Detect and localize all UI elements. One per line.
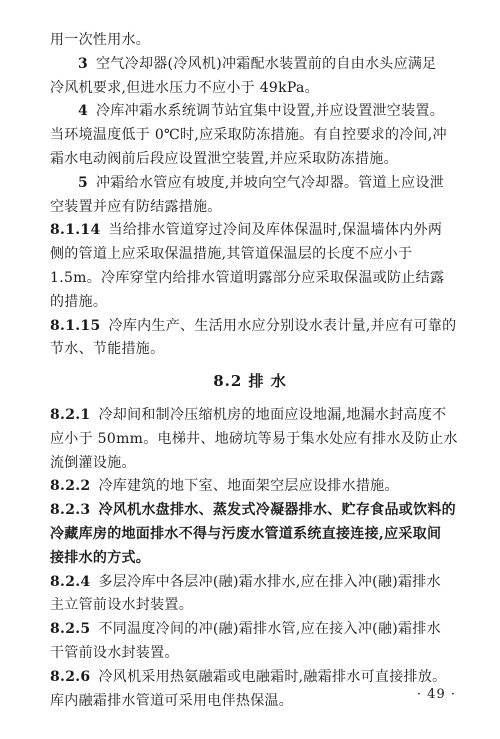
item-3-line-1	[78, 54, 460, 74]
text-line: 侧的管道上应采取保温措施,其管道保温层的长度不应小于	[50, 246, 413, 263]
text-segment: 冷库冲霜水系统调节站宜集中设置,并应设置泄空装置。	[96, 103, 444, 120]
text-line: 节水、节能措施。	[50, 341, 165, 358]
text-line-bold: 冷藏库房的地面排水不得与污废水管道系统直接连接,应采取间	[50, 526, 442, 542]
text-line: 的措施。	[50, 293, 108, 310]
clause-8-2-5-line-1	[50, 619, 460, 639]
clause-8-1-14-line-1	[50, 220, 460, 240]
text-segment: 冲霜给水管应有坡度,并坡向空气冷却器。管道上应设泄	[96, 174, 444, 191]
text-line: 冷风机要求,但进水压力不应小于 49kPa。	[50, 79, 319, 96]
text-line: 用一次性用水。	[50, 32, 151, 48]
text-segment: 不同温度冷间的冲(融)霜排水管,应在接入冲(融)霜排水	[98, 621, 441, 638]
text-segment: 冷风机采用热氨融霜或电融霜时,融霜排水可直接排放。	[98, 668, 447, 685]
text-line: 霜水电动阀前后段应设置泄空装置,并应采取防冻措施。	[50, 151, 398, 167]
clause-number: 8.2.4	[50, 573, 91, 590]
clause-number: 8.2.2	[50, 478, 91, 495]
clause-number: 8.2.1	[50, 407, 91, 423]
text-line: 库内融霜排水管道可采用电伴热保温。	[50, 692, 294, 709]
clause-8-2-6-line-1	[50, 667, 460, 687]
item-number: 5	[78, 174, 89, 191]
clause-number: 8.2.5	[50, 621, 91, 638]
section-title: 8.2 排 水	[213, 372, 287, 391]
text-line: 干管前设水封装置。	[50, 645, 179, 661]
clause-8-2-4-line-1	[50, 572, 460, 592]
text-segment: 冷风机水盘排水、蒸发式冷凝器排水、贮存食品或饮料的	[98, 502, 456, 519]
text-line: 流倒灌设施。	[50, 454, 136, 471]
item-number: 3	[78, 55, 89, 72]
text-line: 空装置并应有防结露措施。	[50, 198, 222, 215]
item-4-line-1	[78, 101, 460, 121]
text-line: 当环境温度低于 0℃时,应采取防冻措施。有自控要求的冷间,冲	[50, 127, 447, 144]
item-5-line-1	[78, 173, 460, 193]
clause-8-2-2-line-1	[50, 476, 460, 496]
page-number: · 49 ·	[416, 687, 456, 702]
clause-number: 8.1.15	[50, 317, 101, 334]
clause-8-1-15-line-1	[50, 316, 460, 336]
item-number: 4	[78, 103, 89, 120]
clause-number: 8.1.14	[50, 222, 101, 239]
text-segment: 冷库内生产、生活用水应分别设水表计量,并应有可靠的	[108, 317, 457, 334]
text-segment: 当给排水管道穿过冷间及库体保温时,保温墙体内外两	[108, 222, 443, 239]
clause-8-2-1-line-1	[50, 405, 460, 425]
text-line: 应小于 50mm。电梯井、地磅坑等易于集水处应有排水及防止水	[50, 430, 458, 447]
text-segment: 冷库建筑的地下室、地面架空层应设排水措施。	[98, 478, 399, 495]
text-segment: 多层冷库中各层冲(融)霜水排水,应在排入冲(融)霜排水	[98, 573, 441, 590]
clause-number: 8.2.6	[50, 668, 91, 685]
text-segment: 冷却间和制冷压缩机房的地面应设地漏,地漏水封高度不	[98, 407, 447, 423]
text-segment: 空气冷却器(冷风机)冲霜配水装置前的自由水头应满足	[96, 55, 437, 72]
clause-number: 8.2.3	[50, 502, 91, 519]
clause-8-2-3-line-1	[50, 500, 460, 520]
text-line-bold: 接排水的方式。	[50, 549, 151, 566]
text-line: 1.5m。冷库穿堂内给排水管道明露部分应采取保温或防止结露	[50, 270, 445, 286]
text-line: 主立管前设水封装置。	[50, 597, 193, 614]
